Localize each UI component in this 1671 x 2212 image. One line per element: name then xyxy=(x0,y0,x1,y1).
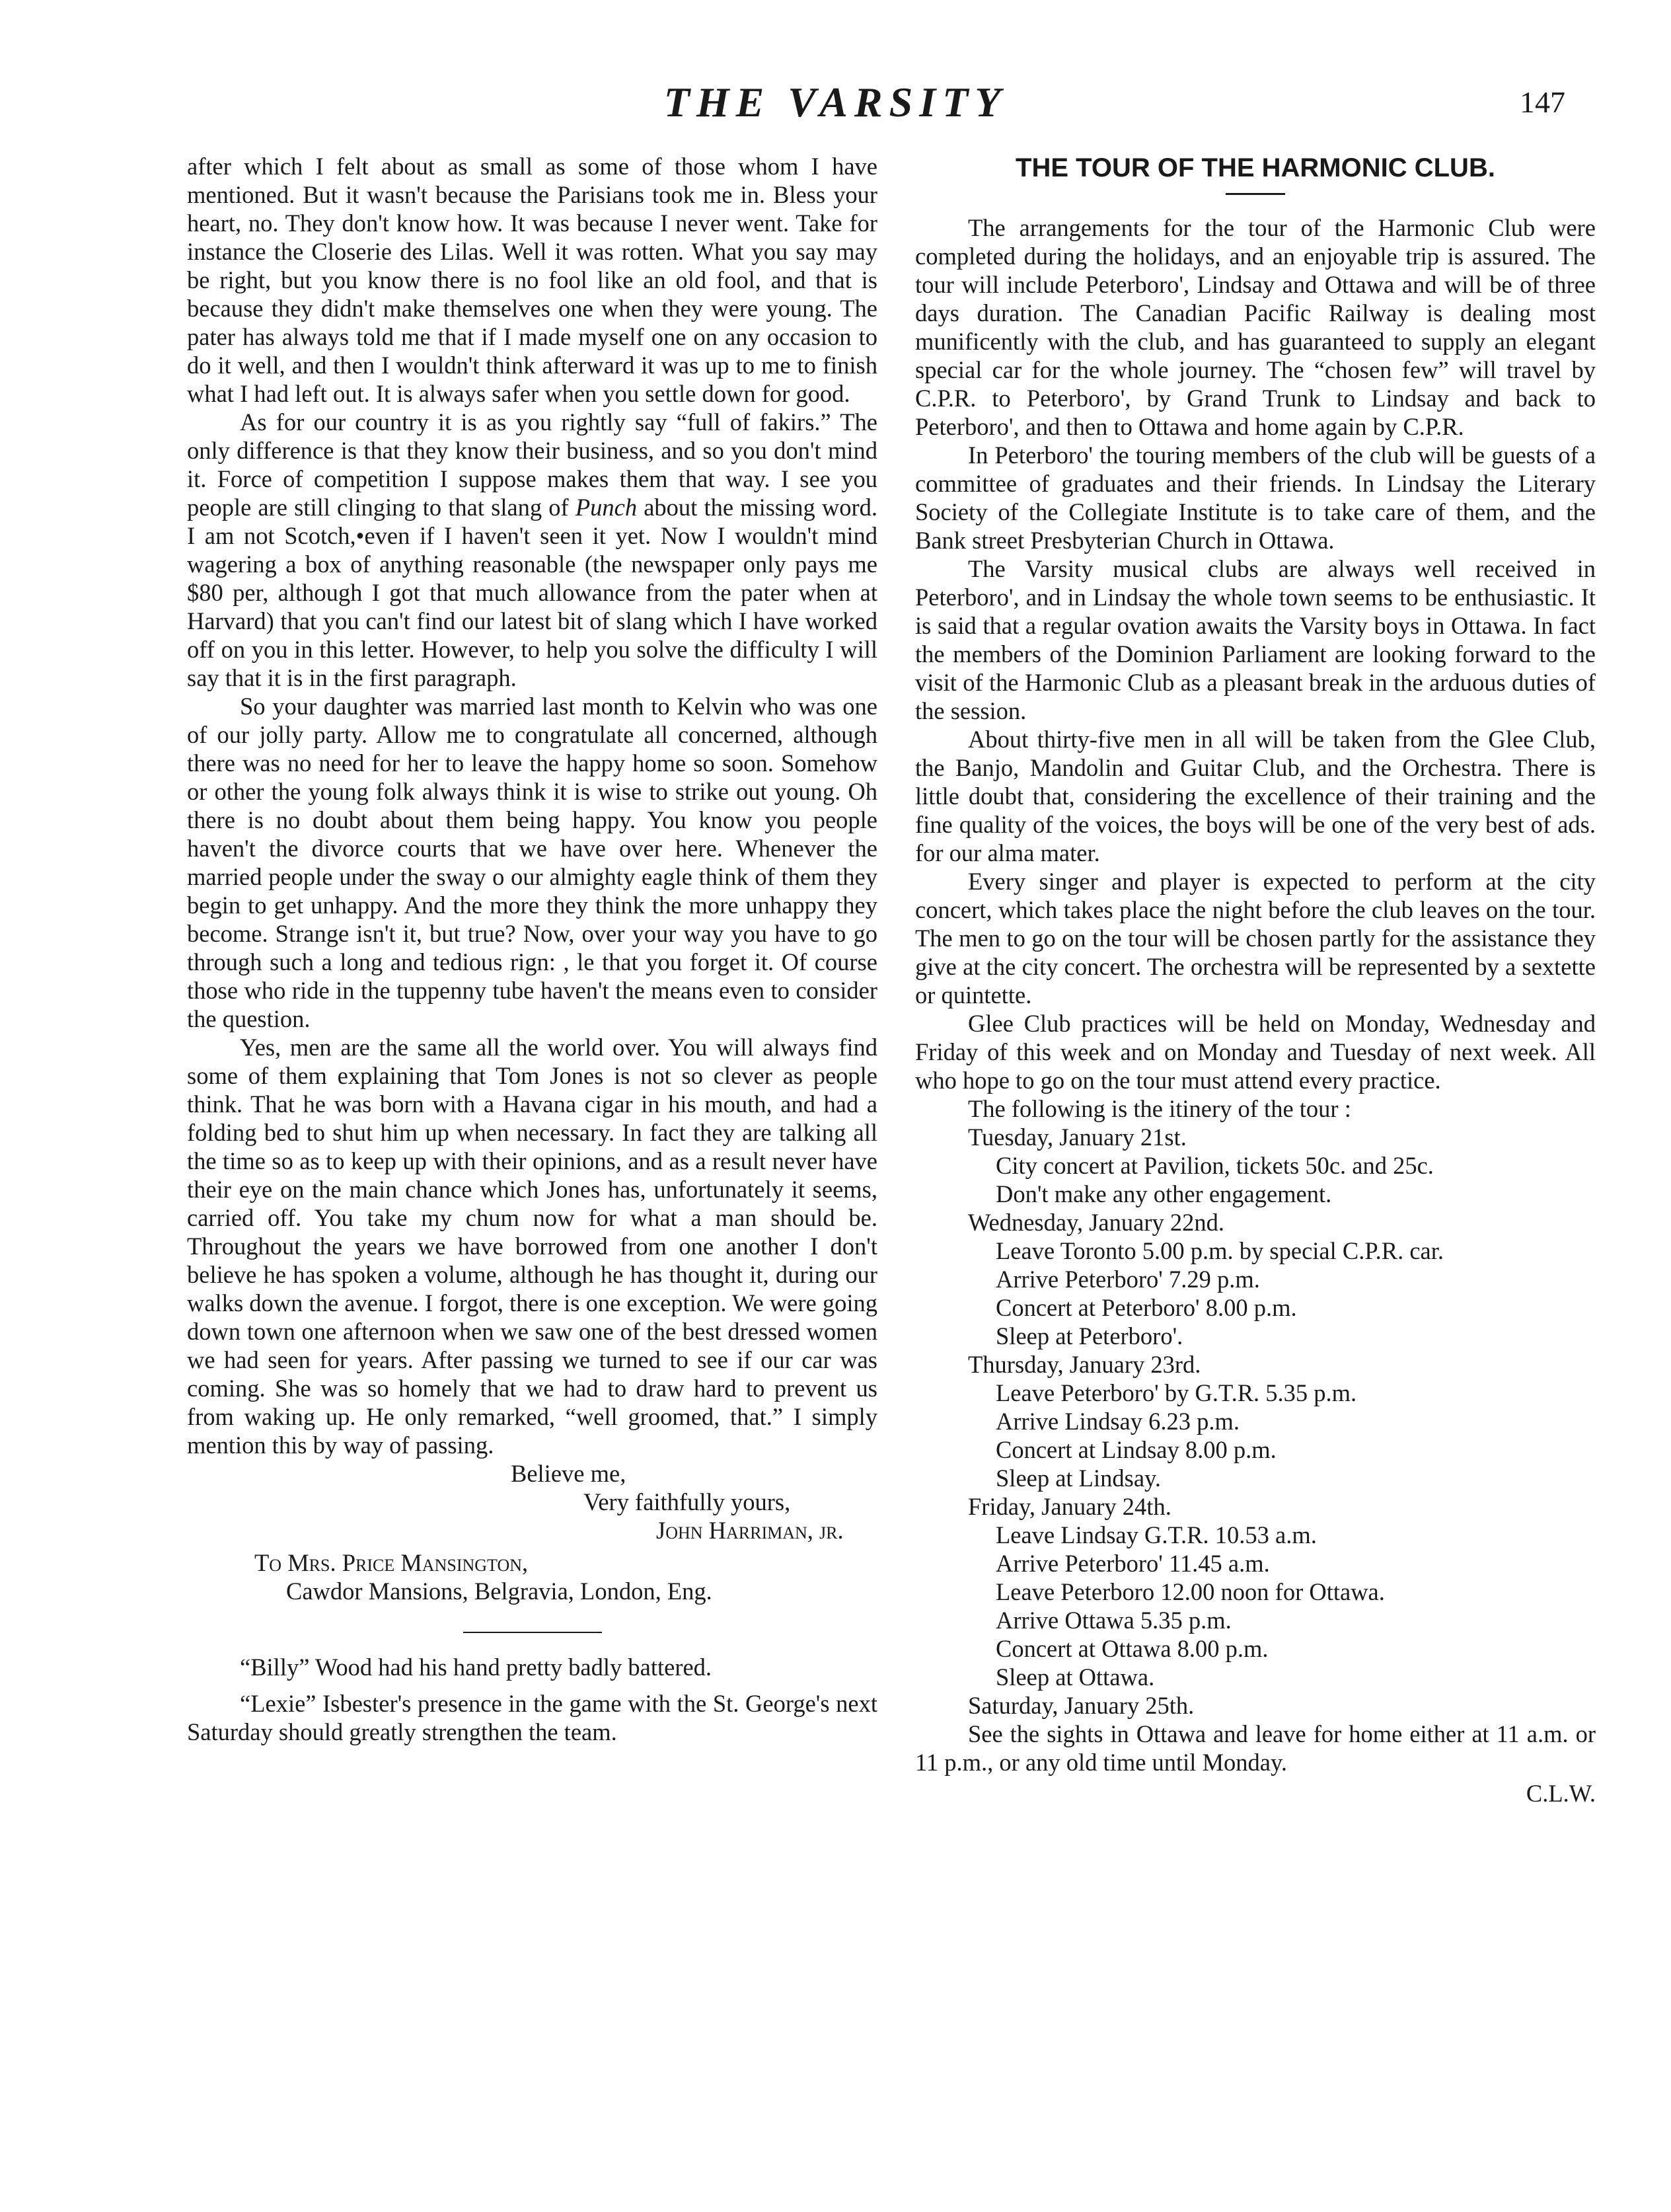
itinerary-day: Saturday, January 25th. xyxy=(968,1692,1195,1719)
itinerary-item: Concert at Ottawa 8.00 p.m. xyxy=(996,1635,1269,1662)
itinerary-day: Friday, January 24th. xyxy=(968,1493,1171,1520)
itinerary-item: Sleep at Peterboro'. xyxy=(996,1322,1183,1350)
itinerary-day: Thursday, January 23rd. xyxy=(968,1351,1201,1378)
itinerary-item: Leave Toronto 5.00 p.m. by special C.P.R. car. xyxy=(996,1237,1444,1264)
article-paragraph: Glee Club practices will be held on Monday, Wednesday and Friday of this week and on Monday and Tuesday of next week. All who hope to go on the tour must attend every practice. xyxy=(915,1010,1596,1094)
signature: John Harriman, jr. xyxy=(656,1517,844,1544)
closing-faithfully: Very faithfully yours, xyxy=(583,1488,791,1515)
itinerary-item: City concert at Pavilion, tickets 50c. and 25c. xyxy=(996,1152,1434,1179)
letter-paragraph-text: about the missing word. I am not Scotch,•even if I haven't seen it yet. Now I wouldn't mind wagering a box of anything reasonable (the newspaper only pays me $80 per, although I got that much allowance from the pater when at Harvard) that you can't find our latest bit of slang which I have worked off on you in this letter. However, to help you solve the difficulty I will say that it is in the first paragraph. xyxy=(187,494,878,691)
letter-paragraph: after which I felt about as small as some of those whom I have mentioned. But it wasn't because the Parisians took me in. Bless your heart, no. They don't know how. It was because I never went. Take for instance the Closerie des Lilas. Well it was rotten. What you say may be right, but you know there is no fool like an old fool, and that is because they didn't make themselves one when they were young. The pater has always told me that if I made myself one on any occasion to do it well, and then I wouldn't think afterward it was up to me to finish what I had left out. It is always safer when you settle down for good. xyxy=(187,153,877,407)
left-column xyxy=(187,152,877,1746)
addressee-name: To Mrs. Price Mansington, xyxy=(254,1549,529,1576)
itinerary-item: Leave Lindsay G.T.R. 10.53 a.m. xyxy=(996,1521,1317,1548)
addressee-address: Cawdor Mansions, Belgravia, London, Eng. xyxy=(286,1578,712,1605)
itinerary-item: Leave Peterboro 12.00 noon for Ottawa. xyxy=(996,1578,1385,1605)
itinerary-item: Sleep at Ottawa. xyxy=(996,1663,1155,1691)
itinerary-intro: The following is the itinery of the tour : xyxy=(968,1095,1351,1122)
article-byline: C.L.W. xyxy=(1526,1780,1596,1807)
masthead: THE VARSITY xyxy=(663,79,1008,126)
itinerary-item: Sleep at Lindsay. xyxy=(996,1465,1162,1492)
punch-title: Punch xyxy=(575,494,638,521)
headline-rule xyxy=(1226,193,1285,195)
article-headline: THE TOUR OF THE HARMONIC CLUB. xyxy=(1016,153,1495,182)
page-number: 147 xyxy=(1520,85,1565,119)
itinerary-item: Concert at Lindsay 8.00 p.m. xyxy=(996,1436,1277,1463)
letter-paragraph: Yes, men are the same all the world over. You will always find some of them explaining that Tom Jones is not so clever as people think. That he was born with a Havana cigar in his mouth, and had a folding bed to shut him up when necessary. In fact they are talking all the time so as to keep up with their opinions, and as a result never have their eye on the main chance which Jones has, unfortunately it seems, carried off. You take my chum now for what a man should be. Throughout the years we have borrowed from one another I don't believe he has spoken a volume, although he has thought it, during our walks down the avenue. I forgot, there is one exception. We were going down town one afternoon when we saw one of the best dressed women we had seen for years. After passing we turned to see if our car was coming. She was so homely that we had to draw hard to prevent us from waking up. He only remarked, “well groomed, that.” I simply mention this by way of passing. xyxy=(187,1034,877,1459)
itinerary-item: Concert at Peterboro' 8.00 p.m. xyxy=(996,1294,1297,1321)
news-note: “Lexie” Isbester's presence in the game with the St. George's next Saturday should greatly strengthen the team. xyxy=(187,1690,877,1745)
article-paragraph: About thirty-five men in all will be taken from the Glee Club, the Banjo, Mandolin and Guitar Club, and the Orchestra. There is little doubt that, considering the excellence of their training and the fine quality of the voices, the boys will be one of the very best of ads. for our alma mater. xyxy=(915,726,1596,866)
right-column xyxy=(915,152,1596,1808)
itinerary-day: Tuesday, January 21st. xyxy=(968,1124,1187,1151)
itinerary-item: Arrive Peterboro' 11.45 a.m. xyxy=(996,1550,1270,1577)
article-paragraph: In Peterboro' the touring members of the club will be guests of a committee of graduates and their friends. In Lindsay the Literary Society of the Collegiate Institute is to take care of them, and the Bank street Presbyterian Church in Ottawa. xyxy=(915,441,1596,554)
itinerary-item: Arrive Peterboro' 7.29 p.m. xyxy=(996,1266,1260,1293)
letter-closing xyxy=(187,1459,877,1545)
closing-believe-me: Believe me, xyxy=(511,1460,626,1487)
letter-paragraph xyxy=(187,408,877,692)
letter-paragraph-text: As for our country it is as you rightly say “full of fakirs.” The only difference is that they know their business, and so you don't mind it. Force of competition I suppose makes them that way. I see you people are still clinging to that slang of xyxy=(187,408,877,521)
section-divider xyxy=(463,1632,602,1633)
itinerary-day: Wednesday, January 22nd. xyxy=(968,1209,1224,1236)
article-paragraph: The arrangements for the tour of the Harmonic Club were completed during the holidays, and an enjoyable trip is assured. The tour will include Peterboro', Lindsay and Ottawa and will be of three days duration. The Canadian Pacific Railway is dealing most munificently with the club, and has guaranteed to supply an elegant special car for the whole journey. The “chosen few” will travel by C.P.R. to Peterboro', by Grand Trunk to Lindsay and back to Peterboro', and then to Ottawa and home again by C.P.R. xyxy=(915,214,1596,440)
article-paragraph: Every singer and player is expected to perform at the city concert, which takes place the night before the club leaves on the tour. The men to go on the tour will be chosen partly for the assistance they give at the city concert. The orchestra will be represented by a sextette or quintette. xyxy=(915,868,1596,1009)
news-note: “Billy” Wood had his hand pretty badly battered. xyxy=(240,1654,712,1681)
article-paragraph: The Varsity musical clubs are always well received in Peterboro', and in Lindsay the whole town seems to be enthusiastic. It is said that a regular ovation awaits the Varsity boys in Ottawa. In fact the members of the Dominion Parliament are looking forward to the visit of the Harmonic Club as a pleasant break in the arduous duties of the session. xyxy=(915,555,1596,724)
itinerary-item: Arrive Ottawa 5.35 p.m. xyxy=(996,1607,1232,1634)
letter-paragraph: So your daughter was married last month to Kelvin who was one of our jolly party. Allow me to congratulate all concerned, although there was no need for her to leave the happy home so soon. Somehow or other the young folk always think it is wise to strike out young. Oh there is no doubt about them being happy. You know you people haven't the divorce courts that we have over here. Whenever the married people under the sway o our almighty eagle think of them they begin to get unhappy. And the more they think the more unhappy they become. Strange isn't it, but true? Now, over your way you have to go through such a long and tedious rign: , le that you forget it. Of course those who ride in the tuppenny tube haven't the means even to consider the question. xyxy=(187,693,877,1032)
itinerary-item: Leave Peterboro' by G.T.R. 5.35 p.m. xyxy=(996,1379,1357,1406)
article-final-paragraph: See the sights in Ottawa and leave for home either at 11 a.m. or 11 p.m., or any old time until Monday. xyxy=(915,1720,1596,1776)
itinerary xyxy=(968,1123,1596,1720)
itinerary-item: Don't make any other engagement. xyxy=(996,1180,1332,1207)
addressee xyxy=(187,1548,877,1605)
itinerary-item: Arrive Lindsay 6.23 p.m. xyxy=(996,1408,1240,1435)
